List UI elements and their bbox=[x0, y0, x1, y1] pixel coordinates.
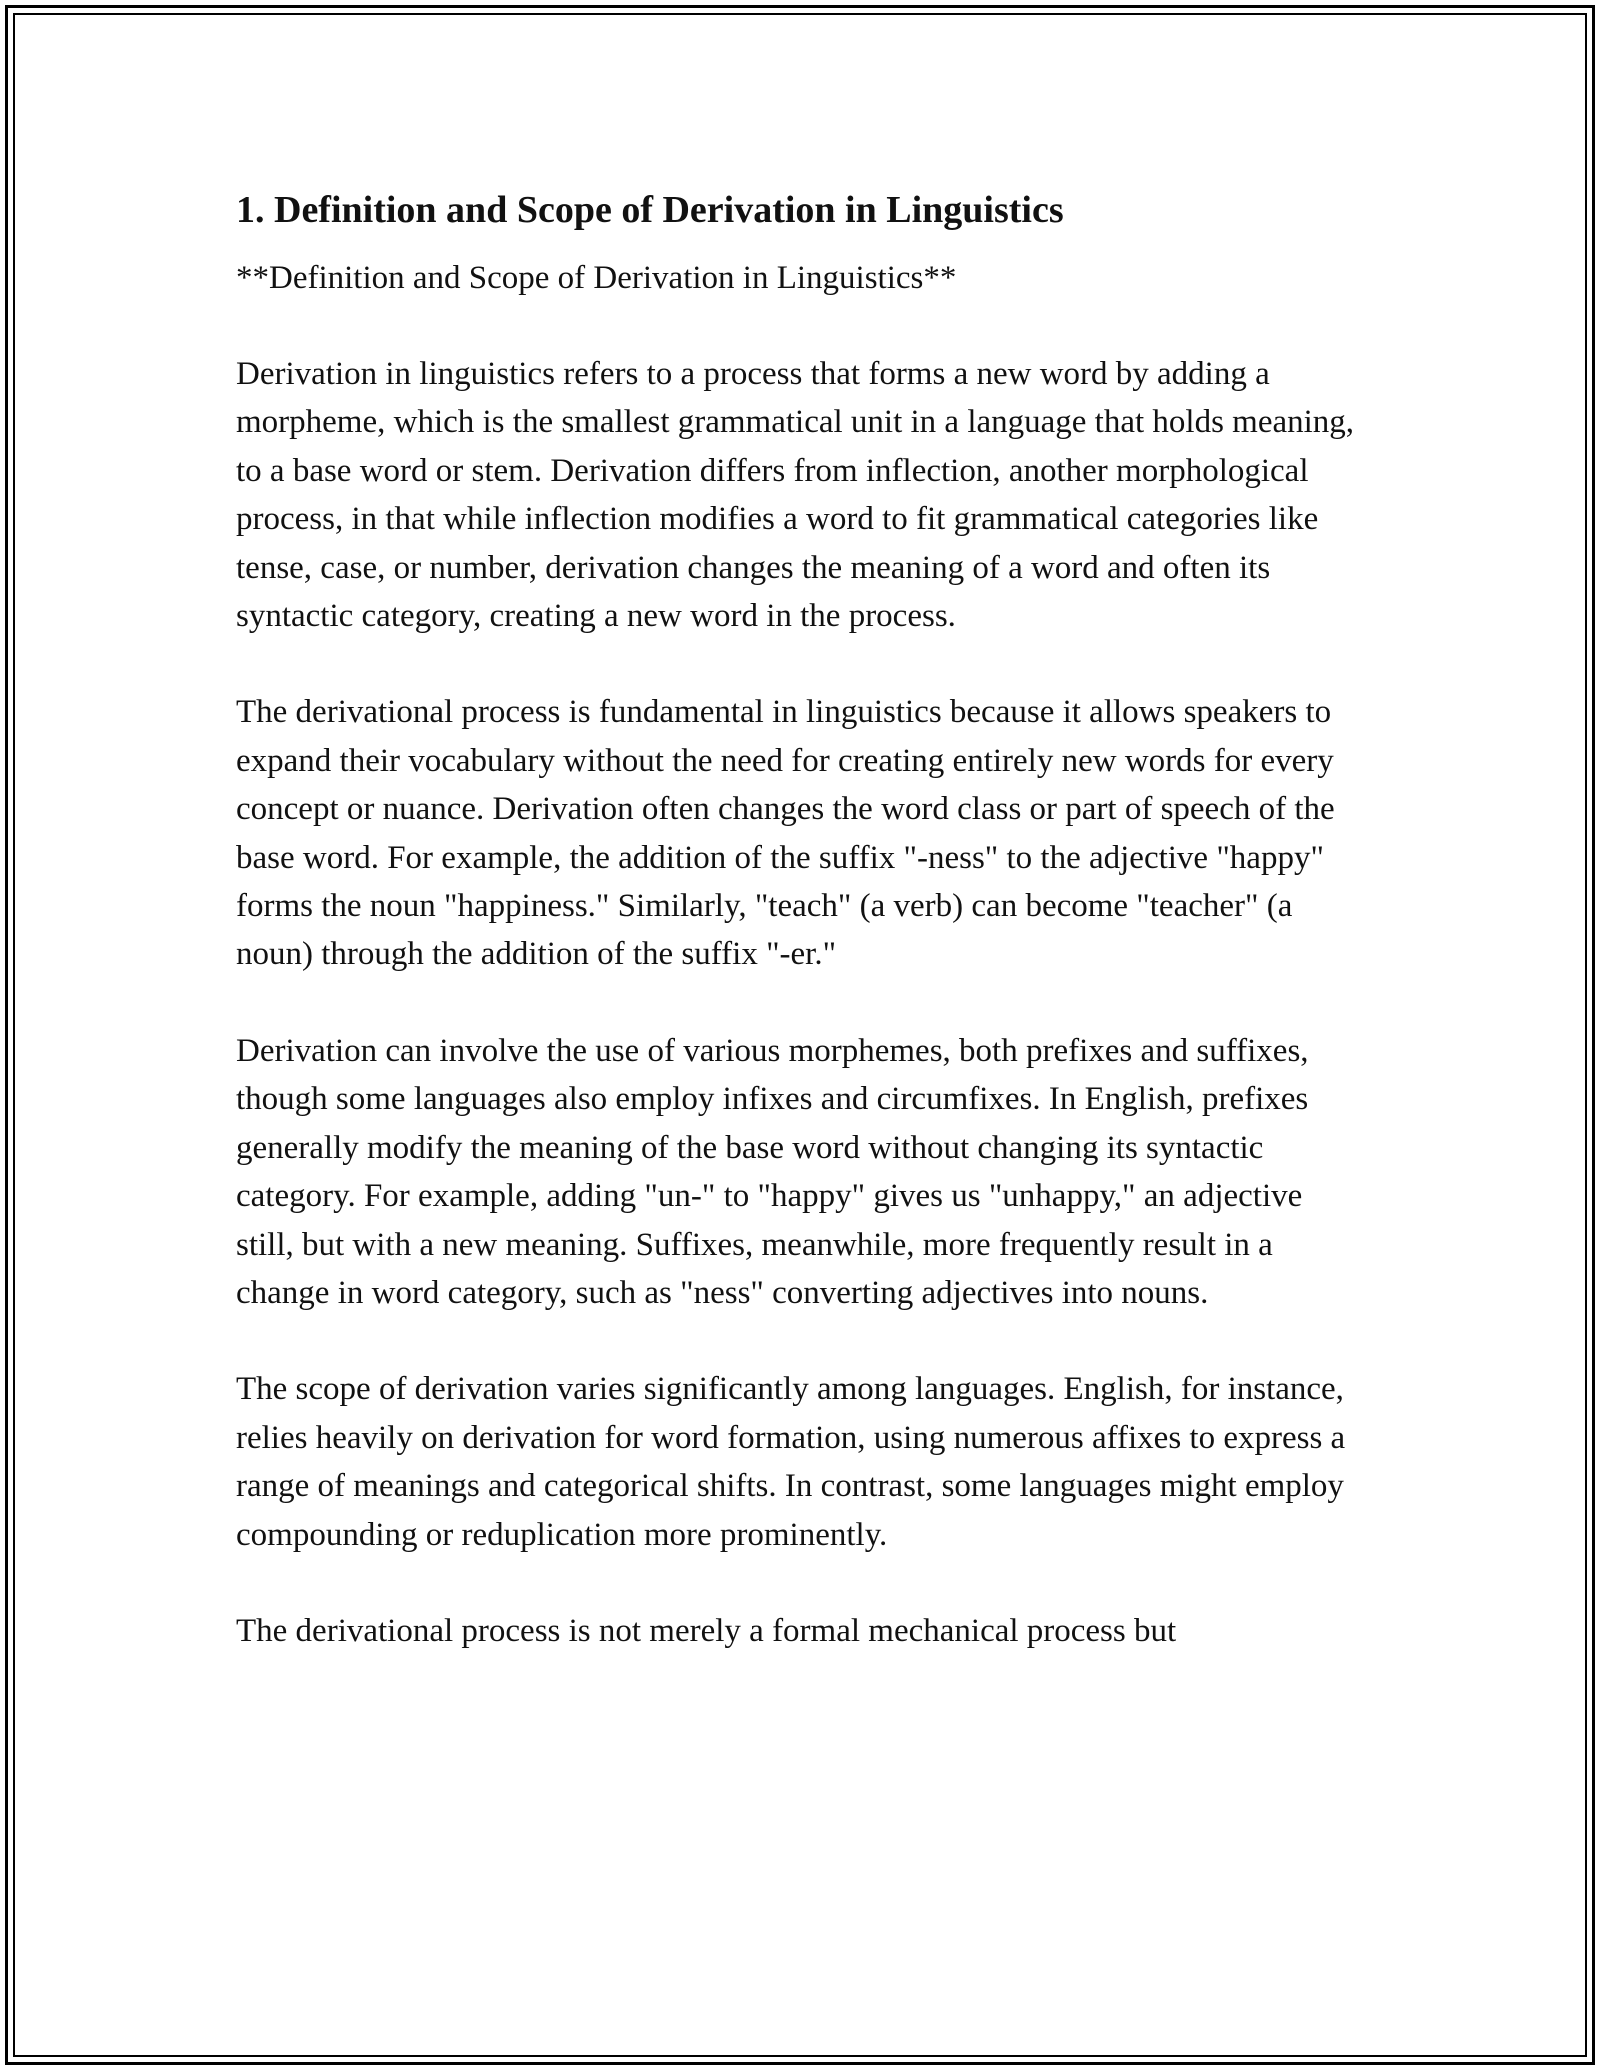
section-subheading: **Definition and Scope of Derivation in Linguistics** bbox=[236, 260, 957, 296]
document-body bbox=[236, 186, 1366, 1703]
paragraph-4: The scope of derivation varies significantly among languages. English, for instance, relies heavily on derivation for word formation, using numerous affixes to express a range of meanings and categorical shifts. In contrast, some languages might employ compounding or reduplication more prominently. bbox=[236, 1371, 1346, 1553]
paragraph-1: Derivation in linguistics refers to a process that forms a new word by adding a morpheme, which is the smallest grammatical unit in a language that holds meaning, to a base word or stem. Derivation differs from inflection, another morphological process, in that while inflection modifies a word to fit grammatical categories like tense, case, or number, derivation changes the meaning of a word and often its syntactic category, creating a new word in the process. bbox=[236, 356, 1355, 635]
paragraph-5: The derivational process is not merely a formal mechanical process but bbox=[236, 1612, 1177, 1649]
paragraph-3: Derivation can involve the use of various morphemes, both prefixes and suffixes, though some languages also employ infixes and circumfixes. In English, prefixes generally modify the meaning of the base word without changing its syntactic category. For example, adding "un-" to "happy" gives us "unhappy," an adjective still, but with a new meaning. Suffixes, meanwhile, more frequently result in a change in word category, such as "ness" converting adjectives into nouns. bbox=[236, 1032, 1309, 1311]
paragraph-2: The derivational process is fundamental in linguistics because it allows speakers to expand their vocabulary without the need for creating entirely new words for every concept or nuance. Derivation often changes the word class or part of speech of the base word. For example, the addition of the suffix "-ness" to the adjective "happy" forms the noun "happiness." Similarly, "teach" (a verb) can become "teacher" (a noun) through the addition of the suffix "-er." bbox=[236, 694, 1335, 973]
section-heading: 1. Definition and Scope of Derivation in Linguistics bbox=[236, 189, 1064, 231]
